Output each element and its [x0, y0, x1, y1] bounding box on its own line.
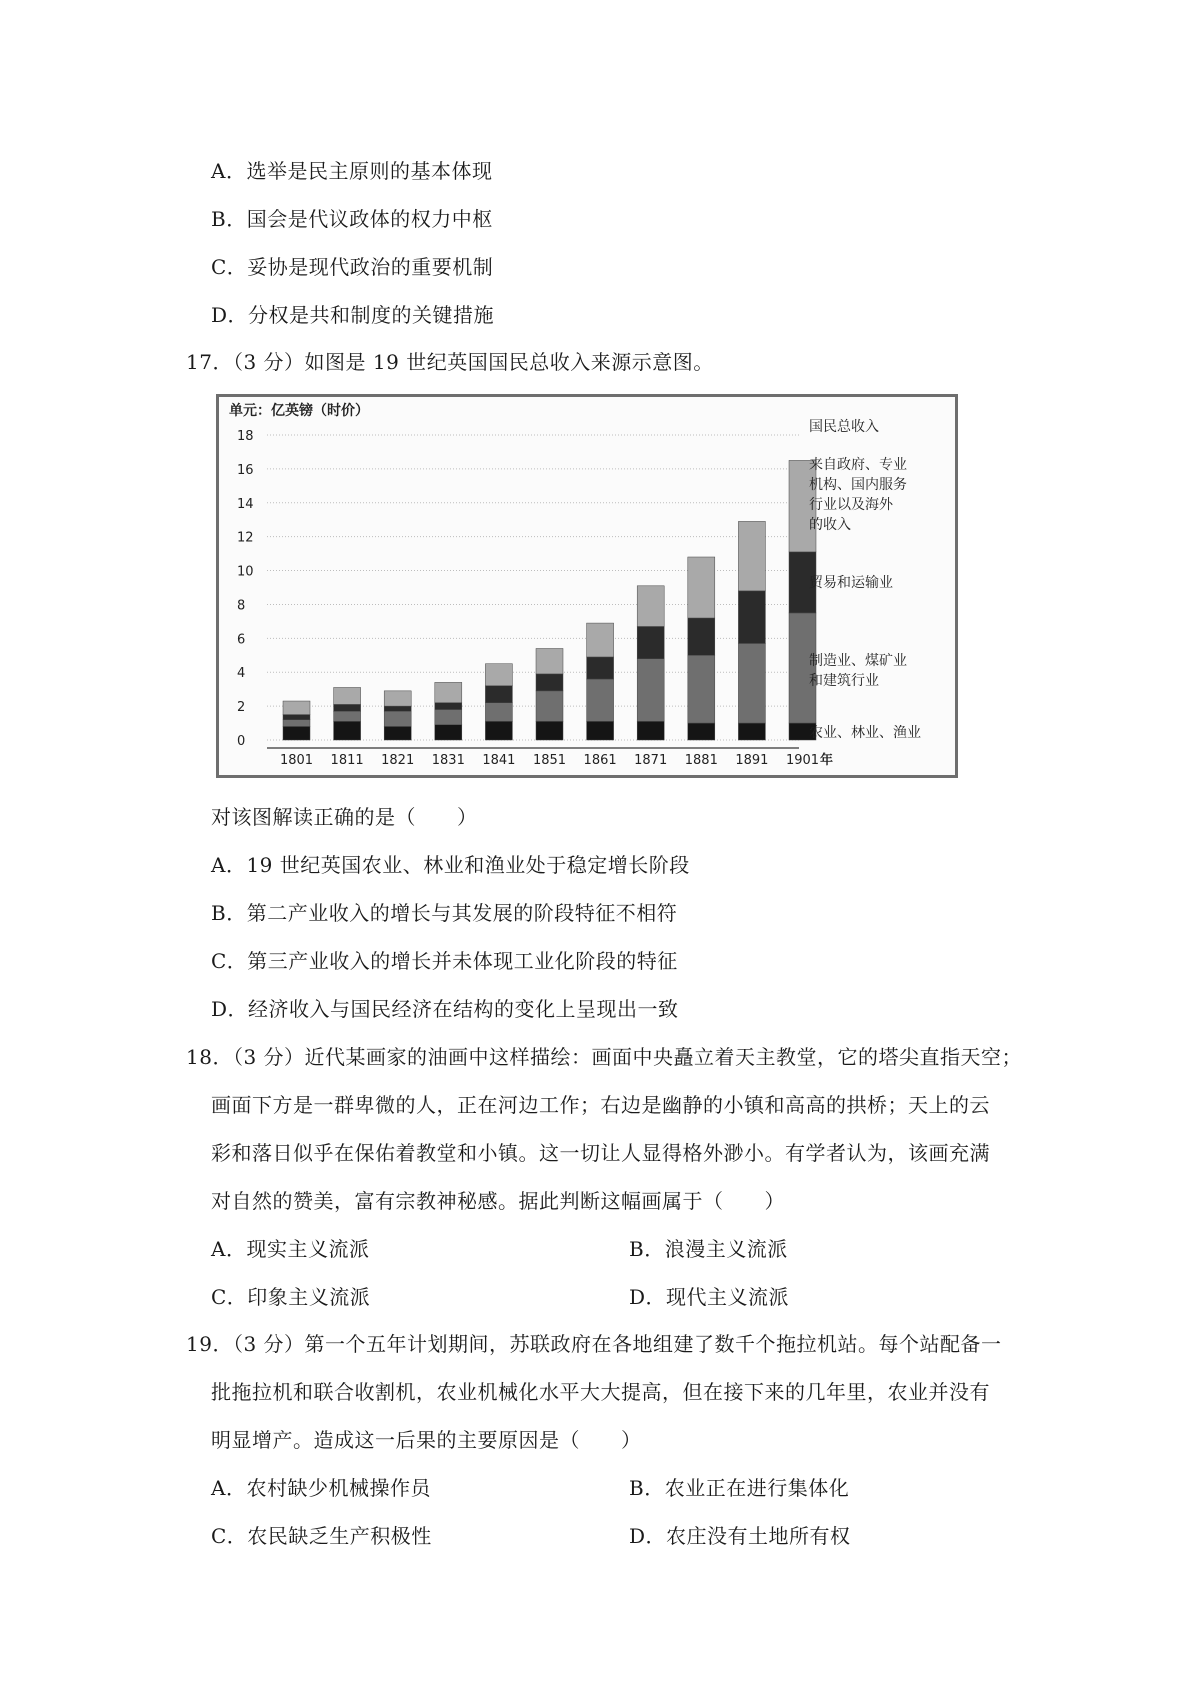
income-chart [216, 394, 958, 778]
legend-gov-label: 机构、国内服务 [809, 477, 907, 493]
bar-segment [738, 591, 765, 644]
bar-segment [384, 691, 411, 706]
y-tick-label: 4 [237, 666, 246, 682]
x-tick-label: 1851 [532, 753, 567, 768]
q18-option-b: B．浪漫主义流派 [629, 1237, 788, 1261]
bar-segment [536, 649, 563, 674]
bar-segment [587, 623, 614, 657]
bar-segment [435, 725, 462, 740]
bar-segment [485, 703, 512, 722]
bar-segment [587, 721, 614, 740]
bar-segment [536, 721, 563, 740]
legend-gov-label: 来自政府、专业 [809, 457, 907, 473]
x-tick-label: 1821 [381, 753, 415, 768]
q19-stem-line-3: 明显增产。造成这一后果的主要原因是（ ） [211, 1428, 642, 1452]
bar-segment [587, 679, 614, 721]
q18-stem-line-2: 画面下方是一群卑微的人，正在河边工作；右边是幽静的小镇和高高的拱桥；天上的云 [211, 1093, 990, 1117]
q19-option-a: A．农村缺少机械操作员 [211, 1476, 431, 1500]
q18-option-c: C．印象主义流派 [211, 1285, 371, 1309]
x-tick-label: 1871 [634, 753, 668, 768]
x-tick-label: 1811 [330, 753, 364, 768]
q18-stem-line-3: 彩和落日似乎在保佑着教堂和小镇。这一切让人显得格外渺小。有学者认为，该画充满 [211, 1141, 990, 1165]
bar-segment [688, 723, 715, 740]
y-tick-label: 18 [237, 429, 254, 444]
bar-segment [688, 655, 715, 723]
bar-segment [485, 664, 512, 686]
bar-segment [485, 721, 512, 740]
bar-segment [283, 720, 310, 727]
bar-segment [384, 706, 411, 711]
y-tick-label: 2 [237, 700, 246, 716]
legend-agri-label: 农业、林业、渔业 [809, 725, 921, 741]
bar-segment [435, 682, 462, 702]
legend-total-label: 国民总收入 [809, 419, 879, 435]
bar-segment [283, 715, 310, 720]
q16-option-b: B．国会是代议政体的权力中枢 [211, 207, 493, 231]
q17-stem: 17．（3 分）如图是 19 世纪英国国民总收入来源示意图。 [186, 350, 714, 374]
bar-segment [384, 711, 411, 726]
x-tick-label: 1891 [735, 753, 769, 768]
x-tick-label: 1801 [279, 753, 314, 768]
bar-segment [334, 687, 361, 704]
x-tick-label: 1831 [431, 753, 465, 768]
q17-option-b: B．第二产业收入的增长与其发展的阶段特征不相符 [211, 901, 678, 925]
legend-manu-label: 制造业、煤矿业 [809, 653, 907, 669]
legend-trade-label: 贸易和运输业 [809, 575, 893, 591]
q16-option-d: D．分权是共和制度的关键措施 [211, 303, 495, 327]
q18-stem-line-1: 18．（3 分）近代某画家的油画中这样描绘：画面中央矗立着天主教堂，它的塔尖直指天空； [186, 1045, 1023, 1069]
y-tick-label: 16 [237, 462, 254, 478]
q18-stem-line-4: 对自然的赞美，富有宗教神秘感。据此判断这幅画属于（ ） [211, 1189, 785, 1213]
bar-segment [637, 721, 664, 740]
legend-gov-label: 的收入 [809, 517, 851, 533]
bar-segment [637, 586, 664, 627]
y-tick-label: 10 [237, 564, 254, 580]
bar-segment [384, 726, 411, 740]
bar-segment [283, 701, 310, 715]
bar-segment [485, 686, 512, 703]
x-tick-label: 1861 [583, 753, 617, 768]
y-tick-label: 6 [237, 632, 246, 648]
bar-segment [637, 659, 664, 722]
x-tick-label: 1841 [482, 753, 516, 768]
q17-question: 对该图解读正确的是（ ） [211, 805, 478, 829]
q18-option-a: A．现实主义流派 [211, 1237, 370, 1261]
y-tick-label: 8 [237, 598, 246, 614]
bar-segment [536, 691, 563, 722]
y-tick-label: 12 [237, 530, 254, 546]
bar-segment [738, 723, 765, 740]
y-tick-label: 0 [237, 734, 246, 749]
bar-segment [435, 703, 462, 710]
q19-option-d: D．农庄没有土地所有权 [629, 1524, 851, 1548]
y-tick-label: 14 [237, 496, 254, 512]
q16-option-c: C．妥协是现代政治的重要机制 [211, 255, 494, 279]
bar-segment [738, 521, 765, 590]
bar-segment [334, 704, 361, 711]
bar-segment [283, 726, 310, 740]
x-axis-suffix: 年 [820, 753, 834, 768]
legend-manu-label: 和建筑行业 [809, 673, 879, 689]
q16-option-a: A．选举是民主原则的基本体现 [211, 159, 493, 183]
q19-option-c: C．农民缺乏生产积极性 [211, 1524, 432, 1548]
legend-gov-label: 行业以及海外 [809, 497, 893, 513]
bar-segment [536, 674, 563, 691]
q19-stem-line-1: 19．（3 分）第一个五年计划期间，苏联政府在各地组建了数千个拖拉机站。每个站配备一 [186, 1332, 1002, 1356]
bar-segment [637, 626, 664, 658]
x-tick-label: 1901 [785, 753, 820, 768]
bar-segment [738, 643, 765, 723]
bar-segment [334, 721, 361, 740]
bar-segment [334, 711, 361, 721]
bar-segment [587, 657, 614, 679]
bar-segment [688, 557, 715, 618]
bar-segment [435, 710, 462, 725]
bar-segment [688, 618, 715, 655]
q17-option-a: A．19 世纪英国农业、林业和渔业处于稳定增长阶段 [211, 853, 690, 877]
q19-stem-line-2: 批拖拉机和联合收割机，农业机械化水平大大提高，但在接下来的几年里，农业并没有 [211, 1380, 990, 1404]
q17-option-d: D．经济收入与国民经济在结构的变化上呈现出一致 [211, 997, 679, 1021]
x-tick-label: 1881 [684, 753, 718, 768]
chart-unit-label: 单元：亿英镑（时价） [229, 403, 369, 419]
q17-option-c: C．第三产业收入的增长并未体现工业化阶段的特征 [211, 949, 678, 973]
q19-option-b: B．农业正在进行集体化 [629, 1476, 850, 1500]
income-chart-svg [219, 397, 955, 775]
q18-option-d: D．现代主义流派 [629, 1285, 790, 1309]
